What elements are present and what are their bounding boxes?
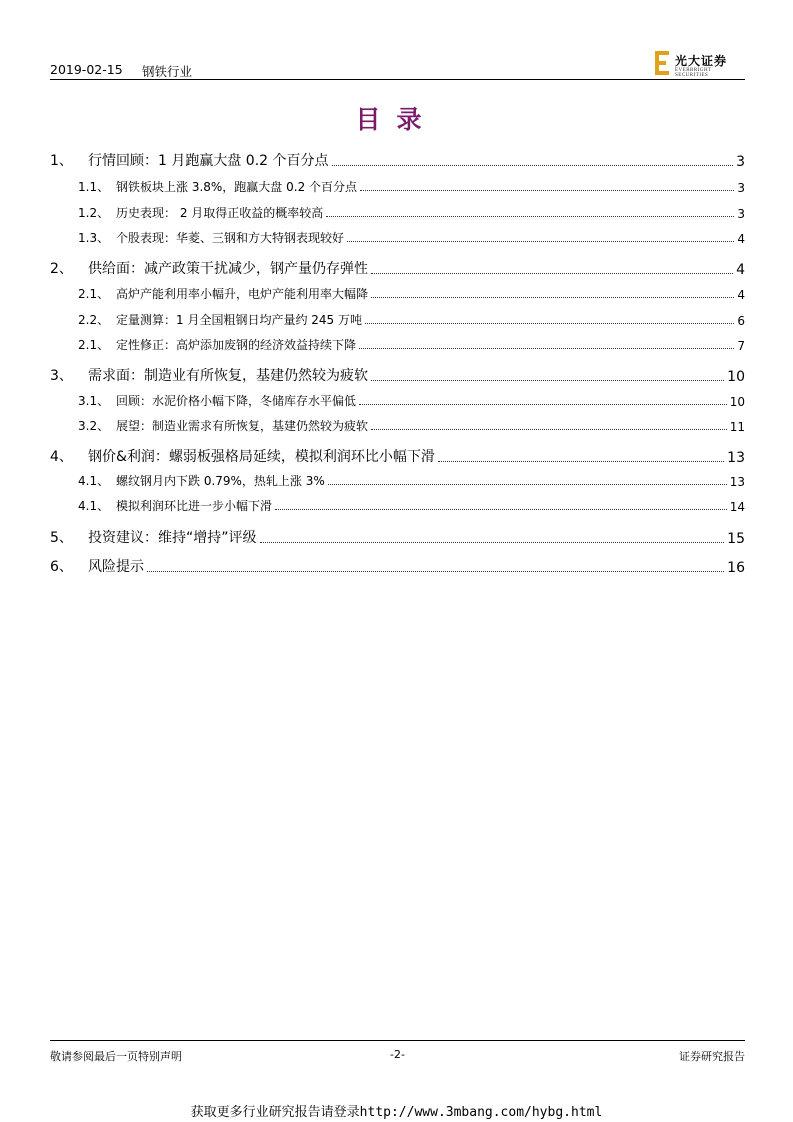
toc-entry-page: 14	[729, 500, 745, 514]
toc-entry-number: 3、	[50, 368, 73, 384]
toc-entry-label: 钢价&利润：螺弱板强格局延续，模拟利润环比小幅下滑	[88, 449, 435, 465]
toc-entry[interactable]	[50, 527, 745, 547]
header-rule	[50, 79, 745, 80]
toc-entry-number: 4、	[50, 449, 73, 465]
toc-leader-dots	[371, 297, 734, 298]
toc-entry-label: 回顾：水泥价格小幅下降，冬储库存水平偏低	[116, 394, 357, 408]
toc-entry-label: 行情回顾：1 月跑赢大盘 0.2 个百分点	[88, 153, 329, 169]
toc-entry-number: 1.2、	[78, 206, 110, 220]
toc-entry-number: 2.1、	[78, 287, 110, 301]
toc-leader-dots	[347, 241, 734, 242]
toc-entry[interactable]	[50, 178, 745, 195]
toc-leader-dots	[326, 216, 734, 217]
toc-entry-page: 4	[737, 232, 745, 246]
toc-entry-page: 15	[727, 531, 745, 547]
logo-name: 光大证券	[675, 54, 728, 68]
toc-leader-dots	[371, 380, 724, 381]
report-sector: 钢铁行业	[142, 64, 193, 79]
toc-entry[interactable]	[50, 311, 745, 328]
toc-leader-dots	[332, 165, 734, 166]
toc-entry[interactable]	[50, 336, 745, 353]
toc-entry[interactable]	[50, 229, 745, 246]
toc-entry-page: 13	[729, 475, 745, 489]
everbright-logo-icon	[653, 50, 673, 76]
toc-leader-dots	[260, 542, 725, 543]
promo-link[interactable]: 获取更多行业研究报告请登录http://www.3mbang.com/hybg.html	[190, 1105, 603, 1120]
toc-entry[interactable]	[50, 150, 745, 170]
toc-entry-number: 5、	[50, 530, 73, 546]
footer-rule	[50, 1040, 745, 1041]
toc-entry-label: 高炉产能利用率小幅升，电炉产能利用率大幅降	[116, 287, 369, 301]
toc-entry[interactable]	[50, 497, 745, 514]
toc-leader-dots	[360, 190, 734, 191]
toc-entry-number: 1、	[50, 153, 73, 169]
toc-entry[interactable]	[50, 472, 745, 489]
toc-entry-label: 个股表现：华菱、三钢和方大特钢表现较好	[116, 231, 345, 245]
toc-title: 目录	[355, 105, 438, 134]
toc-entry-label: 展望：制造业需求有所恢复，基建仍然较为疲软	[116, 419, 369, 433]
toc-leader-dots	[359, 404, 727, 405]
toc-entry-label: 历史表现： 2 月取得正收益的概率较高	[116, 206, 324, 220]
toc-entry-label: 投资建议：维持“增持”评级	[88, 530, 257, 546]
footer-report-type: 证券研究报告	[679, 1050, 745, 1063]
toc-leader-dots	[359, 348, 734, 349]
toc-entry[interactable]	[50, 365, 745, 385]
toc-entry-page: 10	[727, 369, 745, 385]
toc-entry-page: 11	[729, 420, 745, 434]
toc-entry-label: 供给面：减产政策干扰减少，钢产量仍存弹性	[88, 261, 368, 277]
toc-entry-number: 1.1、	[78, 180, 110, 194]
toc-entry-page: 4	[736, 262, 745, 278]
toc-entry-label: 螺纹钢月内下跌 0.79%，热轧上涨 3%	[116, 474, 325, 488]
toc-entry-page: 3	[737, 207, 745, 221]
toc-entry-number: 3.2、	[78, 419, 110, 433]
toc-entry-label: 定性修正：高炉添加废钢的经济效益持续下降	[116, 338, 357, 352]
toc-entry-number: 4.1、	[78, 474, 110, 488]
toc-entry-page: 3	[737, 181, 745, 195]
toc-entry-label: 需求面：制造业有所恢复，基建仍然较为疲软	[88, 368, 368, 384]
toc-entry-number: 1.3、	[78, 231, 110, 245]
toc-leader-dots	[365, 323, 734, 324]
toc-entry[interactable]	[50, 392, 745, 409]
toc-leader-dots	[371, 429, 727, 430]
toc-entry-number: 3.1、	[78, 394, 110, 408]
toc-entry[interactable]	[50, 556, 745, 576]
toc-entry-page: 3	[736, 154, 745, 170]
toc-entry-number: 2、	[50, 261, 73, 277]
toc-entry-label: 风险提示	[88, 559, 144, 575]
toc-entry-label: 定量测算：1 月全国粗钢日均产量约 245 万吨	[116, 313, 362, 327]
toc-entry[interactable]	[50, 258, 745, 278]
toc-entry[interactable]	[50, 204, 745, 221]
toc-entry-page: 16	[727, 560, 745, 576]
toc-leader-dots	[438, 461, 724, 462]
toc-entry-number: 6、	[50, 559, 73, 575]
toc-leader-dots	[328, 484, 727, 485]
toc-leader-dots	[371, 273, 733, 274]
toc-entry-number: 4.1、	[78, 499, 110, 513]
page-header	[50, 48, 745, 80]
toc-entry[interactable]	[50, 446, 745, 466]
toc-entry-label: 钢铁板块上涨 3.8%，跑赢大盘 0.2 个百分点	[116, 180, 358, 194]
toc-leader-dots	[275, 509, 727, 510]
toc-entry-page: 13	[727, 450, 745, 466]
toc-entry-label: 模拟利润环比进一步小幅下滑	[116, 499, 273, 513]
company-logo	[653, 50, 743, 76]
report-date: 2019-02-15	[50, 62, 123, 77]
toc-entry-number: 2.1、	[78, 338, 110, 352]
toc-entry-page: 4	[737, 288, 745, 302]
toc-entry-number: 2.2、	[78, 313, 110, 327]
toc-leader-dots	[147, 571, 724, 572]
footer-disclaimer: 敬请参阅最后一页特别声明	[50, 1050, 182, 1063]
toc-entry-page: 7	[737, 339, 745, 353]
toc-entry-page: 10	[729, 395, 745, 409]
toc-entry[interactable]	[50, 417, 745, 434]
toc-entry[interactable]	[50, 285, 745, 302]
logo-subtitle: EVERBRIGHT SECURITIES	[675, 68, 712, 78]
page-number: -2-	[390, 1048, 405, 1061]
toc-entry-page: 6	[737, 314, 745, 328]
